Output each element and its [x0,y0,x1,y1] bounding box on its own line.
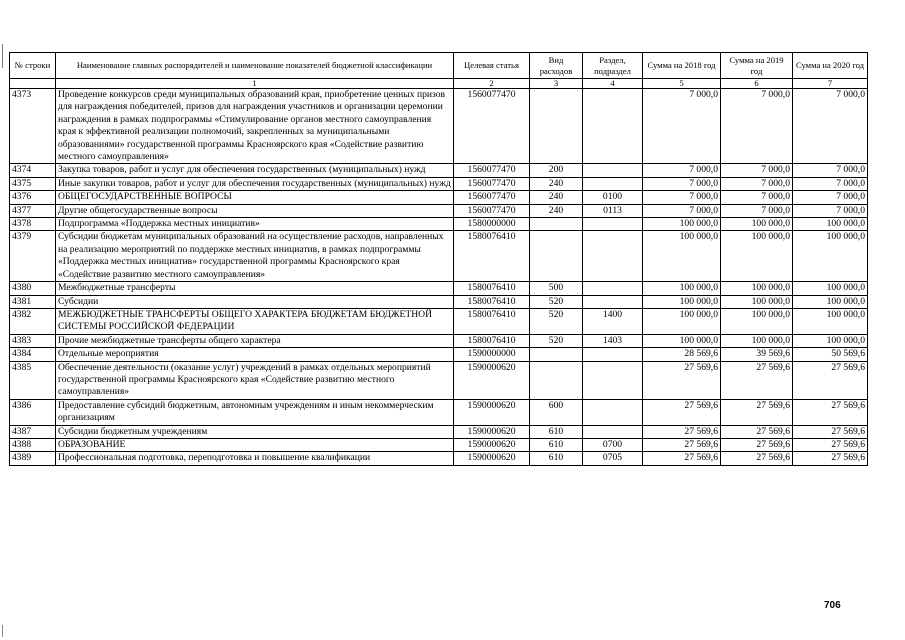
cell-row-number: 4379 [10,231,56,282]
cell-name: ОБРАЗОВАНИЕ [56,438,454,451]
table-row [10,204,868,217]
scan-margin-mark [2,44,3,68]
cell-expense-type: 600 [530,399,583,425]
cell-expense-type: 610 [530,452,583,465]
cell-sum-2020: 7 000,0 [793,89,868,164]
cell-expense-type: 610 [530,438,583,451]
table-row [10,218,868,231]
table-row [10,295,868,308]
cell-name: Другие общегосударственные вопросы [56,204,454,217]
cell-expense-type: 240 [530,177,583,190]
cell-section: 1403 [583,334,643,347]
cell-row-number: 4374 [10,164,56,177]
cell-sum-2019: 100 000,0 [721,218,793,231]
cell-section [583,218,643,231]
cell-sum-2019: 100 000,0 [721,282,793,295]
table-row [10,191,868,204]
page-number: 706 [824,600,841,611]
cell-name: Субсидии бюджетным учреждениям [56,425,454,438]
table-row [10,425,868,438]
cell-sum-2018: 27 569,6 [643,438,721,451]
cell-sum-2020: 100 000,0 [793,334,868,347]
cell-sum-2018: 27 569,6 [643,425,721,438]
cell-sum-2020: 100 000,0 [793,282,868,295]
column-number: 6 [721,79,793,89]
cell-expense-type [530,231,583,282]
cell-target-article: 1560077470 [454,89,530,164]
cell-row-number: 4380 [10,282,56,295]
cell-sum-2019: 7 000,0 [721,164,793,177]
cell-sum-2019: 100 000,0 [721,231,793,282]
table-row [10,438,868,451]
cell-sum-2020: 100 000,0 [793,231,868,282]
header-section: Раздел, подраздел [583,53,643,79]
cell-target-article: 1560077470 [454,204,530,217]
cell-row-number: 4373 [10,89,56,164]
cell-sum-2019: 7 000,0 [721,204,793,217]
column-number: 7 [793,79,868,89]
cell-section [583,361,643,399]
cell-name: Межбюджетные трансферты [56,282,454,295]
cell-sum-2018: 28 569,6 [643,348,721,361]
cell-sum-2018: 27 569,6 [643,399,721,425]
cell-expense-type: 520 [530,334,583,347]
table-row [10,361,868,399]
cell-sum-2020: 7 000,0 [793,191,868,204]
cell-section: 0100 [583,191,643,204]
cell-sum-2020: 100 000,0 [793,308,868,334]
cell-expense-type [530,361,583,399]
cell-target-article: 1580076410 [454,334,530,347]
cell-sum-2020: 100 000,0 [793,218,868,231]
scan-margin-mark [2,625,3,637]
cell-expense-type [530,348,583,361]
cell-section: 0705 [583,452,643,465]
cell-section [583,348,643,361]
cell-sum-2020: 27 569,6 [793,438,868,451]
table-row [10,334,868,347]
table-row [10,308,868,334]
header-row-number: № строки [10,53,56,79]
table-row [10,348,868,361]
cell-sum-2019: 100 000,0 [721,334,793,347]
cell-sum-2020: 100 000,0 [793,295,868,308]
header-name: Наименование главных распорядителей и наименование показателей бюджетной классификации [56,53,454,79]
cell-expense-type: 520 [530,295,583,308]
cell-sum-2019: 100 000,0 [721,308,793,334]
table-row [10,89,868,164]
cell-name: Предоставление субсидий бюджетным, автономным учреждениям и иным некоммерческим организациям [56,399,454,425]
cell-expense-type: 520 [530,308,583,334]
cell-target-article: 1580076410 [454,282,530,295]
header-target-article: Целевая статья [454,53,530,79]
cell-name: Профессиональная подготовка, переподготовка и повышение квалификации [56,452,454,465]
cell-sum-2018: 100 000,0 [643,308,721,334]
cell-target-article: 1590000620 [454,438,530,451]
cell-sum-2018: 27 569,6 [643,452,721,465]
cell-sum-2018: 100 000,0 [643,295,721,308]
cell-target-article: 1590000620 [454,452,530,465]
cell-sum-2020: 27 569,6 [793,425,868,438]
cell-sum-2018: 100 000,0 [643,282,721,295]
cell-target-article: 1560077470 [454,164,530,177]
cell-name: Субсидии бюджетам муниципальных образований на осуществление расходов, направленных на реализацию мероприятий по поддержке местных инициатив, в рамках подпрограммы «Поддержка местных инициатив» государственной программы Красноярского края «Содействие развитию местного самоуправления» [56,231,454,282]
cell-sum-2019: 100 000,0 [721,295,793,308]
header-row [10,53,868,79]
cell-section [583,164,643,177]
cell-sum-2019: 27 569,6 [721,399,793,425]
cell-expense-type: 200 [530,164,583,177]
cell-name: Обеспечение деятельности (оказание услуг) учреждений в рамках отдельных мероприятий государственной программы Красноярского края «Содействие развитию местного самоуправления» [56,361,454,399]
cell-sum-2020: 7 000,0 [793,204,868,217]
cell-section: 0113 [583,204,643,217]
column-number: 1 [56,79,454,89]
cell-section: 0700 [583,438,643,451]
cell-sum-2018: 27 569,6 [643,361,721,399]
cell-sum-2019: 27 569,6 [721,438,793,451]
cell-sum-2018: 7 000,0 [643,164,721,177]
cell-sum-2019: 27 569,6 [721,425,793,438]
table-row [10,452,868,465]
cell-sum-2019: 39 569,6 [721,348,793,361]
cell-target-article: 1560077470 [454,177,530,190]
cell-section [583,399,643,425]
cell-expense-type: 240 [530,204,583,217]
table-row [10,164,868,177]
cell-row-number: 4383 [10,334,56,347]
cell-sum-2020: 50 569,6 [793,348,868,361]
cell-name: Иные закупки товаров, работ и услуг для обеспечения государственных (муниципальных) нужд [56,177,454,190]
cell-sum-2020: 27 569,6 [793,399,868,425]
cell-name: Подпрограмма «Поддержка местных инициатив» [56,218,454,231]
cell-expense-type: 240 [530,191,583,204]
column-number [10,79,56,89]
cell-section [583,89,643,164]
cell-sum-2019: 27 569,6 [721,361,793,399]
header-sum-2018: Сумма на 2018 год [643,53,721,79]
column-number: 3 [530,79,583,89]
cell-target-article: 1580076410 [454,231,530,282]
cell-row-number: 4386 [10,399,56,425]
cell-sum-2020: 27 569,6 [793,361,868,399]
table-row [10,282,868,295]
cell-name: ОБЩЕГОСУДАРСТВЕННЫЕ ВОПРОСЫ [56,191,454,204]
cell-expense-type: 500 [530,282,583,295]
header-sum-2019: Сумма на 2019 год [721,53,793,79]
cell-sum-2018: 100 000,0 [643,218,721,231]
cell-sum-2019: 7 000,0 [721,191,793,204]
cell-target-article: 1580000000 [454,218,530,231]
cell-section [583,177,643,190]
column-number: 2 [454,79,530,89]
cell-target-article: 1590000620 [454,361,530,399]
cell-sum-2020: 7 000,0 [793,164,868,177]
cell-sum-2018: 7 000,0 [643,89,721,164]
cell-sum-2020: 7 000,0 [793,177,868,190]
cell-section [583,282,643,295]
cell-sum-2019: 7 000,0 [721,89,793,164]
header-sum-2020: Сумма на 2020 год [793,53,868,79]
cell-name: Отдельные мероприятия [56,348,454,361]
cell-expense-type [530,218,583,231]
table-row [10,177,868,190]
cell-row-number: 4376 [10,191,56,204]
cell-expense-type: 610 [530,425,583,438]
cell-row-number: 4385 [10,361,56,399]
header-expense-type: Вид расходов [530,53,583,79]
cell-sum-2018: 100 000,0 [643,231,721,282]
cell-row-number: 4384 [10,348,56,361]
cell-sum-2019: 27 569,6 [721,452,793,465]
cell-row-number: 4382 [10,308,56,334]
cell-sum-2019: 7 000,0 [721,177,793,190]
cell-sum-2018: 7 000,0 [643,177,721,190]
cell-name: Прочие межбюджетные трансферты общего характера [56,334,454,347]
cell-sum-2018: 7 000,0 [643,191,721,204]
cell-name: Субсидии [56,295,454,308]
cell-section [583,295,643,308]
cell-row-number: 4387 [10,425,56,438]
cell-target-article: 1590000620 [454,425,530,438]
cell-name: Проведение конкурсов среди муниципальных образований края, приобретение ценных призов для награждения победителей, призов для награждения участников и организации церемонии награждения в рамках подпрограммы «Стимулирование органов местного самоуправления края к эффективной реализации полномочий, закрепленных за муниципальными образованиями» государственной программы Красноярского края «Содействие развитию местного самоуправления» [56,89,454,164]
column-number-row [10,79,868,89]
cell-target-article: 1580076410 [454,308,530,334]
cell-expense-type [530,89,583,164]
table-body [10,89,868,466]
cell-target-article: 1580076410 [454,295,530,308]
cell-name: Закупка товаров, работ и услуг для обеспечения государственных (муниципальных) нужд [56,164,454,177]
cell-row-number: 4377 [10,204,56,217]
cell-row-number: 4388 [10,438,56,451]
cell-section [583,425,643,438]
budget-table [9,52,868,466]
cell-row-number: 4381 [10,295,56,308]
cell-sum-2018: 7 000,0 [643,204,721,217]
cell-row-number: 4375 [10,177,56,190]
cell-row-number: 4389 [10,452,56,465]
table-row [10,231,868,282]
cell-sum-2020: 27 569,6 [793,452,868,465]
cell-sum-2018: 100 000,0 [643,334,721,347]
cell-name: МЕЖБЮДЖЕТНЫЕ ТРАНСФЕРТЫ ОБЩЕГО ХАРАКТЕРА БЮДЖЕТАМ БЮДЖЕТНОЙ СИСТЕМЫ РОССИЙСКОЙ ФЕДЕРАЦИИ [56,308,454,334]
cell-section [583,231,643,282]
cell-target-article: 1590000620 [454,399,530,425]
cell-section: 1400 [583,308,643,334]
column-number: 5 [643,79,721,89]
cell-target-article: 1560077470 [454,191,530,204]
cell-row-number: 4378 [10,218,56,231]
table-row [10,399,868,425]
column-number: 4 [583,79,643,89]
cell-target-article: 1590000000 [454,348,530,361]
